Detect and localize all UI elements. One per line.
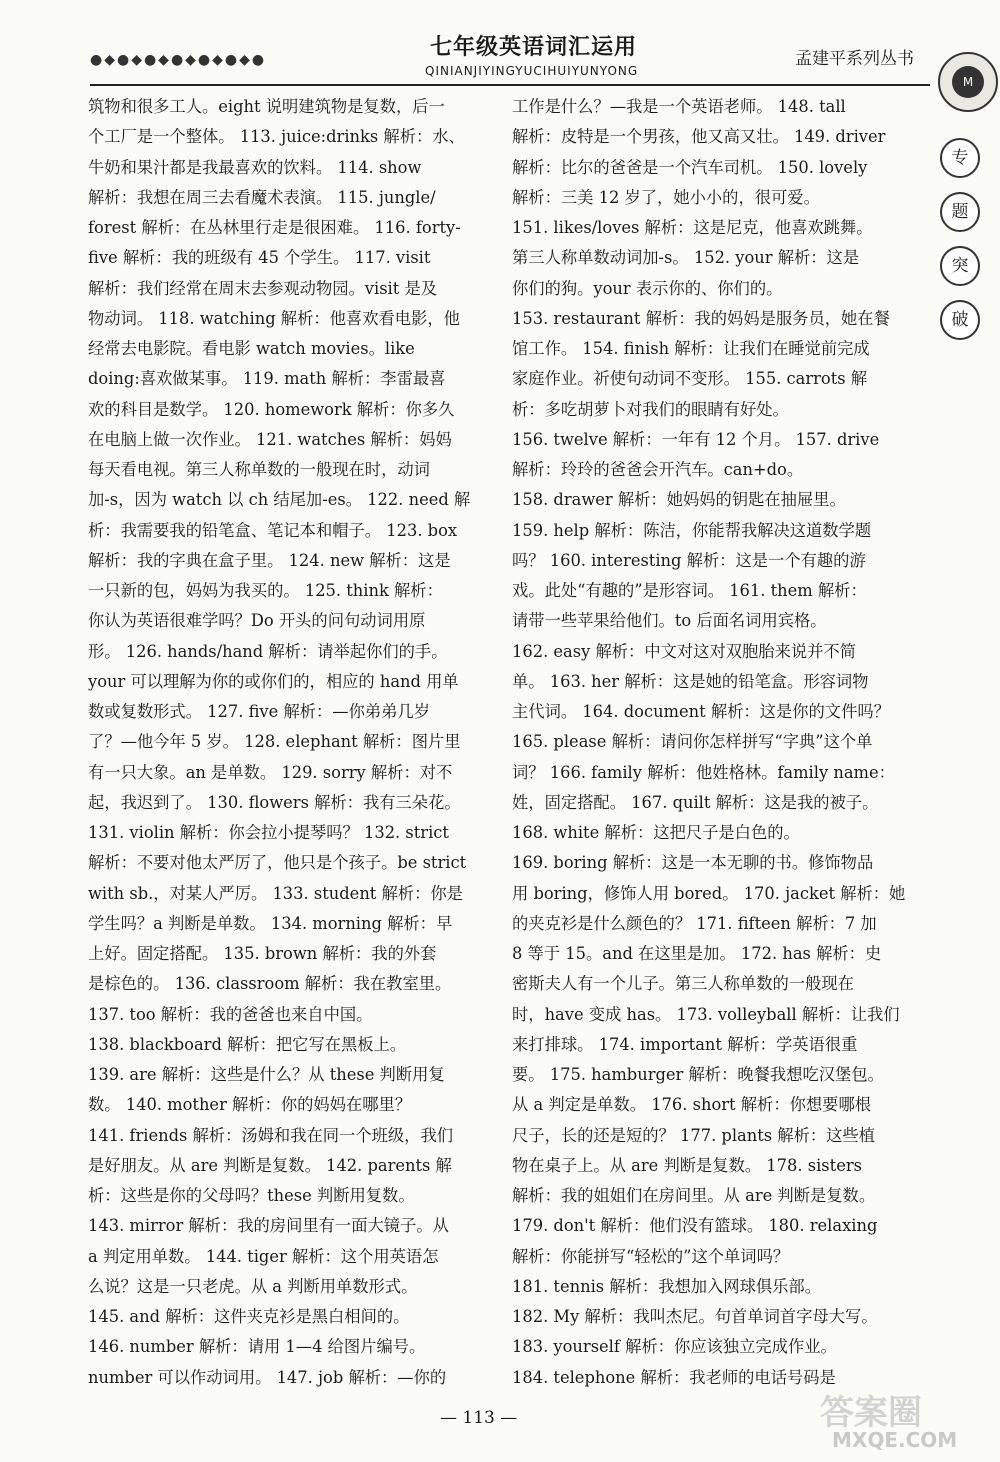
section-sidebar bbox=[940, 138, 980, 354]
series-name: 孟建平系列丛书 bbox=[795, 49, 914, 69]
text-line: 139. are 解析：这些是什么？从 these 判断用复 bbox=[88, 1065, 445, 1084]
text-line: 解析：三美 12 岁了，她小小的，很可爱。 bbox=[512, 187, 820, 207]
text-line: 解析：我们经常在周末去参观动物园。visit 是及 bbox=[88, 278, 438, 298]
text-line: 解析：玲玲的爸爸会开汽车。can+do。 bbox=[512, 460, 804, 479]
text-line: 解析：我的姐姐们在房间里。从 are 判断是复数。 bbox=[512, 1186, 876, 1205]
book-title: 七年级英语词汇运用 bbox=[430, 34, 638, 60]
text-line: 戏。此处“有趣的”是形容词。 161. them 解析： bbox=[512, 581, 867, 600]
text-line: 学生吗？a 判断是单数。 134. morning 解析：早 bbox=[88, 913, 453, 933]
text-line: 153. restaurant 解析：我的妈妈是服务员，她在餐 bbox=[512, 308, 890, 328]
watermark-url: MXQE.COM bbox=[832, 1428, 958, 1452]
text-line: 欢的科目是数学。 120. homework 解析：你多久 bbox=[88, 399, 455, 419]
text-line: with sb.，对某人严厉。 133. student 解析：你是 bbox=[88, 883, 463, 903]
text-line: doing:喜欢做某事。 119. math 解析：李雷最喜 bbox=[88, 369, 446, 389]
text-line: 181. tennis 解析：我想加入网球俱乐部。 bbox=[512, 1276, 821, 1296]
text-line: 请带一些苹果给他们。to 后面名词用宾格。 bbox=[512, 611, 827, 631]
text-line: forest 解析：在丛林里行走是很困难。 116. forty- bbox=[88, 218, 461, 237]
text-line: 时，have 变成 has。 173. volleyball 解析：让我们 bbox=[512, 1004, 900, 1024]
text-line: 165. please 解析：请问你怎样拼写“字典”这个单 bbox=[512, 732, 873, 752]
text-line: 8 等于 15。and 在这里是加。 172. has 解析：史 bbox=[512, 944, 882, 963]
text-line: 182. My 解析：我叫杰尼。句首单词首字母大写。 bbox=[512, 1307, 878, 1326]
text-line: 143. mirror 解析：我的房间里有一面大镜子。从 bbox=[88, 1216, 449, 1236]
text-line: 168. white 解析：这把尺子是白色的。 bbox=[512, 823, 800, 842]
text-line: five 解析：我的班级有 45 个学生。 117. visit bbox=[88, 248, 431, 268]
text-line: 137. too 解析：我的爸爸也来自中国。 bbox=[88, 1004, 373, 1024]
text-line: 家庭作业。祈使句动词不变形。 155. carrots 解 bbox=[512, 369, 868, 389]
text-line: 个工厂是一个整体。 113. juice:drinks 解析：水、 bbox=[88, 127, 465, 147]
text-line: 131. violin 解析：你会拉小提琴吗？ 132. strict bbox=[88, 823, 449, 842]
text-line: 单。 163. her 解析：这是她的铅笔盒。形容词物 bbox=[512, 671, 869, 691]
header-ornament: ●◆●◆●◆●◆●◆●◆● bbox=[90, 52, 267, 68]
page-number: — 113 — bbox=[440, 1408, 518, 1428]
text-line: 经常去电影院。看电影 watch movies。like bbox=[88, 339, 415, 358]
text-line: 的夹克衫是什么颜色的？ 171. fifteen 解析：7 加 bbox=[512, 913, 877, 933]
text-line: 184. telephone 解析：我老师的电话号码是 bbox=[512, 1367, 836, 1387]
text-line: 解析：皮特是一个男孩，他又高又壮。 149. driver bbox=[512, 127, 886, 147]
text-line: 物在桌子上。从 are 判断是复数。 178. sisters bbox=[512, 1155, 862, 1175]
text-line: 尺子，长的还是短的？ 177. plants 解析：这些植 bbox=[512, 1125, 875, 1145]
text-line: 169. boring 解析：这是一本无聊的书。修饰物品 bbox=[512, 853, 874, 873]
text-line: 筑物和很多工人。eight 说明建筑物是复数，后一 bbox=[88, 97, 445, 116]
text-line: 解析：我的字典在盒子里。 124. new 解析：这是 bbox=[88, 550, 451, 570]
text-line: 每天看电视。第三人称单数的一般现在时，动词 bbox=[88, 460, 430, 479]
text-line: 么说？这是一只老虎。从 a 判断用单数形式。 bbox=[88, 1276, 418, 1296]
text-line: 138. blackboard 解析：把它写在黑板上。 bbox=[88, 1034, 407, 1054]
text-line: 吗？ 160. interesting 解析：这是一个有趣的游 bbox=[512, 550, 866, 570]
sidebar-tab: 突 bbox=[940, 246, 980, 286]
text-line: 形。 126. hands/hand 解析：请举起你们的手。 bbox=[88, 641, 448, 661]
text-line: 用 boring，修饰人用 bored。 170. jacket 解析：她 bbox=[512, 883, 906, 903]
text-line: 158. drawer 解析：她妈妈的钥匙在抽屉里。 bbox=[512, 490, 846, 510]
text-line: 主代词。 164. document 解析：这是你的文件吗？ bbox=[512, 702, 890, 721]
text-line: 解析：不要对他太严厉了，他只是个孩子。be strict bbox=[88, 853, 467, 873]
page-header bbox=[0, 0, 1000, 100]
text-line: 183. yourself 解析：你应该独立完成作业。 bbox=[512, 1337, 837, 1357]
text-line: 你认为英语很难学吗？Do 开头的问句动词用原 bbox=[88, 611, 426, 631]
text-line: 析：我需要我的铅笔盒、笔记本和帽子。 123. box bbox=[88, 520, 458, 540]
text-line: 姓，固定搭配。 167. quilt 解析：这是我的被子。 bbox=[512, 792, 879, 812]
text-line: 牛奶和果汁都是我最喜欢的饮料。 114. show bbox=[88, 157, 422, 177]
text-line: 加-s，因为 watch 以 ch 结尾加-es。 122. need 解 bbox=[88, 490, 471, 510]
text-line: 解析：我想在周三去看魔术表演。 115. jungle/ bbox=[88, 187, 436, 207]
text-line: 159. help 解析：陈洁，你能帮我解决这道数学题 bbox=[512, 520, 872, 540]
answer-column-right bbox=[512, 92, 920, 1393]
text-line: 162. easy 解析：中文对这对双胞胎来说并不简 bbox=[512, 641, 856, 661]
text-line: 上好。固定搭配。 135. brown 解析：我的外套 bbox=[88, 944, 437, 963]
text-line: 解析：你能拼写“轻松的”这个单词吗？ bbox=[512, 1246, 790, 1266]
text-line: 151. likes/loves 解析：这是尼克，他喜欢跳舞。 bbox=[512, 218, 873, 237]
header-rule bbox=[90, 84, 930, 86]
text-line: 词？ 166. family 解析：他姓格林。family name： bbox=[512, 762, 895, 782]
text-line: 解析：比尔的爸爸是一个汽车司机。 150. lovely bbox=[512, 157, 868, 177]
text-line: 了？—他今年 5 岁。 128. elephant 解析：图片里 bbox=[88, 732, 461, 752]
text-line: 141. friends 解析：汤姆和我在同一个班级，我们 bbox=[88, 1125, 454, 1145]
text-line: 145. and 解析：这件夹克衫是黑白相间的。 bbox=[88, 1307, 410, 1326]
text-line: your 可以理解为你的或你们的，相应的 hand 用单 bbox=[88, 671, 459, 691]
text-line: a 判定用单数。 144. tiger 解析：这个用英语怎 bbox=[88, 1246, 439, 1266]
sidebar-tab: 专 bbox=[940, 138, 980, 178]
text-line: 起，我迟到了。 130. flowers 解析：我有三朵花。 bbox=[88, 792, 461, 812]
text-line: 析：多吃胡萝卜对我们的眼睛有好处。 bbox=[512, 399, 789, 419]
text-line: 179. don't 解析：他们没有篮球。 180. relaxing bbox=[512, 1216, 878, 1236]
text-line: 数。 140. mother 解析：你的妈妈在哪里？ bbox=[88, 1095, 412, 1115]
text-line: 析：这些是你的父母吗？these 判断用复数。 bbox=[88, 1186, 415, 1205]
text-line: 从 a 判定是单数。 176. short 解析：你想要哪根 bbox=[512, 1095, 872, 1115]
text-line: 要。 175. hamburger 解析：晚餐我想吃汉堡包。 bbox=[512, 1065, 884, 1084]
text-line: 数或复数形式。 127. five 解析：—你弟弟几岁 bbox=[88, 702, 430, 721]
text-line: 密斯夫人有一个儿子。第三人称单数的一般现在 bbox=[512, 974, 854, 994]
text-line: 工作是什么？—我是一个英语老师。 148. tall bbox=[512, 97, 846, 116]
text-line: 156. twelve 解析：一年有 12 个月。 157. drive bbox=[512, 429, 880, 449]
sidebar-tab: 题 bbox=[940, 192, 980, 232]
answer-column-left bbox=[88, 92, 493, 1393]
text-line: 在电脑上做一次作业。 121. watches 解析：妈妈 bbox=[88, 429, 452, 449]
text-line: 馆工作。 154. finish 解析：让我们在睡觉前完成 bbox=[512, 339, 870, 358]
watermark-logo: 答案圈 bbox=[820, 1393, 922, 1433]
text-line: 有一只大象。an 是单数。 129. sorry 解析：对不 bbox=[88, 762, 453, 782]
text-line: 来打排球。 174. important 解析：学英语很重 bbox=[512, 1034, 858, 1054]
text-line: 146. number 解析：请用 1—4 给图片编号。 bbox=[88, 1337, 426, 1357]
sidebar-tab: 破 bbox=[940, 300, 980, 340]
book-title-pinyin: QINIANJIYINGYUCIHUIYUNYONG bbox=[425, 64, 639, 78]
series-logo-icon: M bbox=[938, 52, 998, 112]
text-line: 一只新的包，妈妈为我买的。 125. think 解析： bbox=[88, 581, 443, 600]
text-line: 物动词。 118. watching 解析：他喜欢看电影，他 bbox=[88, 308, 460, 328]
text-line: 是好朋友。从 are 判断是复数。 142. parents 解 bbox=[88, 1155, 452, 1175]
text-line: 你们的狗。your 表示你的、你们的。 bbox=[512, 278, 783, 298]
text-line: number 可以作动词用。 147. job 解析：—你的 bbox=[88, 1367, 447, 1387]
text-line: 第三人称单数动词加-s。 152. your 解析：这是 bbox=[512, 248, 860, 268]
text-line: 是棕色的。 136. classroom 解析：我在教室里。 bbox=[88, 974, 452, 994]
